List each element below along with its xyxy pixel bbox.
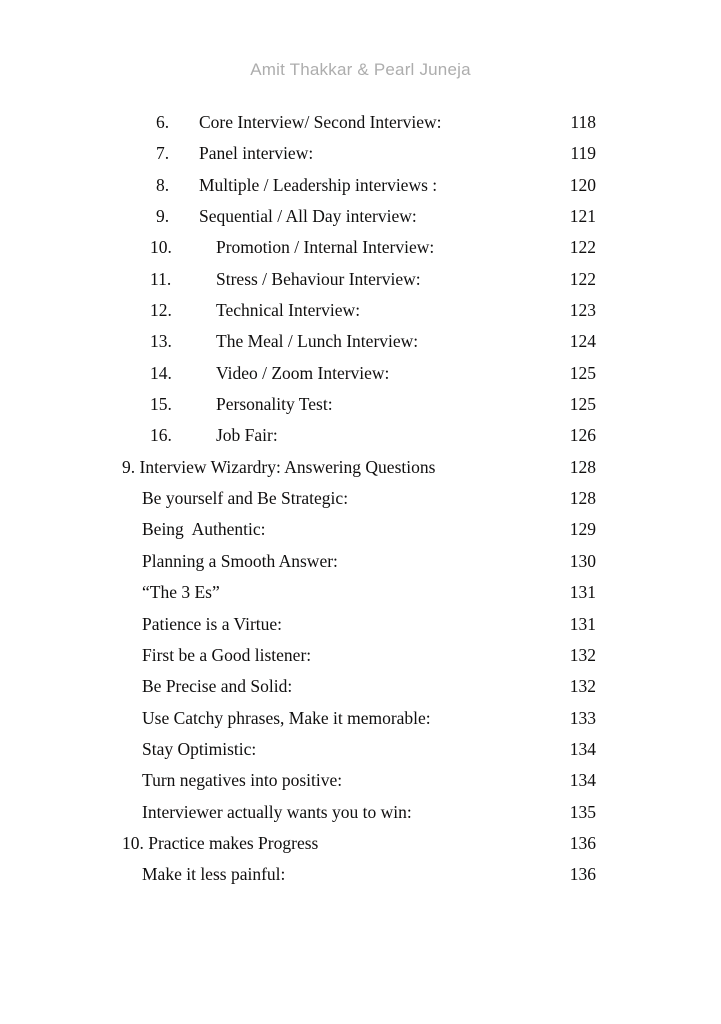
toc-entry-page-number: 135: [569, 801, 596, 822]
toc-entry-label: Being Authentic:: [142, 519, 266, 540]
toc-entry-page-number: 118: [570, 112, 596, 132]
toc-entry-label: Patience is a Virtue:: [142, 613, 283, 634]
toc-entry[interactable]: [0, 112, 721, 143]
toc-entry-number: 7.: [156, 143, 170, 164]
toc-entry-page-number: 130: [569, 550, 596, 571]
toc-entry-page-number: 129: [569, 519, 596, 540]
toc-entry-label: First be a Good listener:: [142, 644, 312, 665]
toc-entry[interactable]: [0, 300, 721, 331]
toc-entry-page-number: 121: [569, 206, 596, 227]
toc-entry-page-number: 125: [569, 394, 596, 415]
toc-entry-label: Job Fair:: [216, 425, 278, 446]
toc-entry[interactable]: [0, 175, 721, 206]
toc-entry-number: 15.: [150, 394, 172, 415]
toc-entry-label: Multiple / Leadership interviews :: [199, 174, 438, 195]
toc-entry-number: 8.: [156, 174, 170, 195]
toc-entry[interactable]: [0, 143, 721, 174]
toc-entry-number: 9.: [156, 206, 170, 227]
toc-entry-label: Stay Optimistic:: [142, 738, 257, 759]
toc-entry-label: Technical Interview:: [216, 300, 361, 321]
toc-entry-number: 12.: [150, 300, 172, 321]
toc-entry-label: Panel interview:: [199, 143, 314, 164]
toc-entry-page-number: 131: [569, 582, 596, 603]
toc-entry[interactable]: [0, 833, 721, 864]
toc-entry-number: 13.: [150, 331, 172, 352]
toc-entry-page-number: 126: [569, 425, 596, 446]
toc-entry-label: The Meal / Lunch Interview:: [216, 331, 419, 352]
toc-entry[interactable]: [0, 551, 721, 582]
toc-entry-label: Stress / Behaviour Interview:: [216, 268, 421, 289]
toc-entry[interactable]: [0, 488, 721, 519]
toc-entry-page-number: 123: [569, 300, 596, 321]
toc-entry-label: Use Catchy phrases, Make it memorable:: [142, 707, 431, 728]
toc-entry-page-number: 128: [569, 488, 596, 509]
toc-entry[interactable]: [0, 582, 721, 613]
toc-entry[interactable]: [0, 206, 721, 237]
toc-entry[interactable]: [0, 457, 721, 488]
toc-entry[interactable]: [0, 363, 721, 394]
table-of-contents: [0, 112, 721, 896]
toc-entry[interactable]: [0, 394, 721, 425]
toc-entry-number: 6.: [156, 112, 170, 132]
toc-entry-page-number: 131: [569, 613, 596, 634]
toc-entry[interactable]: [0, 676, 721, 707]
toc-entry-number: 10.: [150, 237, 172, 258]
toc-entry[interactable]: [0, 739, 721, 770]
toc-entry[interactable]: [0, 425, 721, 456]
toc-entry-label: Be yourself and Be Strategic:: [142, 488, 349, 509]
toc-entry-label: Sequential / All Day interview:: [199, 206, 417, 227]
toc-entry-page-number: 122: [569, 268, 596, 289]
toc-entry-number: 16.: [150, 425, 172, 446]
toc-entry-label: 9. Interview Wizardry: Answering Questions: [122, 456, 436, 477]
toc-entry-page-number: 119: [570, 143, 596, 164]
toc-entry-label: Make it less painful:: [142, 864, 286, 885]
toc-entry[interactable]: [0, 864, 721, 895]
toc-entry[interactable]: [0, 645, 721, 676]
toc-entry-label: 10. Practice makes Progress: [122, 832, 319, 853]
toc-entry-number: 11.: [150, 268, 172, 289]
toc-entry-label: Video / Zoom Interview:: [216, 362, 390, 383]
toc-entry-label: Promotion / Internal Interview:: [216, 237, 435, 258]
toc-entry-page-number: 132: [569, 644, 596, 665]
toc-entry[interactable]: [0, 519, 721, 550]
toc-entry[interactable]: [0, 237, 721, 268]
toc-entry-page-number: 120: [569, 174, 596, 195]
toc-entry-page-number: 134: [569, 738, 596, 759]
toc-entry-page-number: 124: [569, 331, 596, 352]
toc-entry-number: 14.: [150, 362, 172, 383]
toc-entry[interactable]: [0, 770, 721, 801]
running-header: Amit Thakkar & Pearl Juneja: [250, 60, 471, 79]
toc-entry-label: Personality Test:: [216, 394, 333, 415]
toc-entry-label: “The 3 Es”: [142, 582, 220, 603]
toc-entry-page-number: 136: [569, 864, 596, 885]
toc-entry[interactable]: [0, 802, 721, 833]
toc-entry-page-number: 128: [569, 456, 596, 477]
toc-entry-page-number: 133: [569, 707, 596, 728]
toc-entry[interactable]: [0, 269, 721, 300]
toc-entry[interactable]: [0, 708, 721, 739]
toc-entry-label: Planning a Smooth Answer:: [142, 550, 338, 571]
toc-entry-label: Core Interview/ Second Interview:: [199, 112, 442, 132]
toc-entry-label: Interviewer actually wants you to win:: [142, 801, 412, 822]
toc-entry-label: Be Precise and Solid:: [142, 676, 293, 697]
toc-entry-page-number: 136: [569, 832, 596, 853]
toc-entry-page-number: 134: [569, 770, 596, 791]
toc-entry[interactable]: [0, 331, 721, 362]
toc-entry-page-number: 122: [569, 237, 596, 258]
toc-entry-page-number: 125: [569, 362, 596, 383]
toc-entry-page-number: 132: [569, 676, 596, 697]
toc-entry-label: Turn negatives into positive:: [142, 770, 343, 791]
toc-entry[interactable]: [0, 614, 721, 645]
